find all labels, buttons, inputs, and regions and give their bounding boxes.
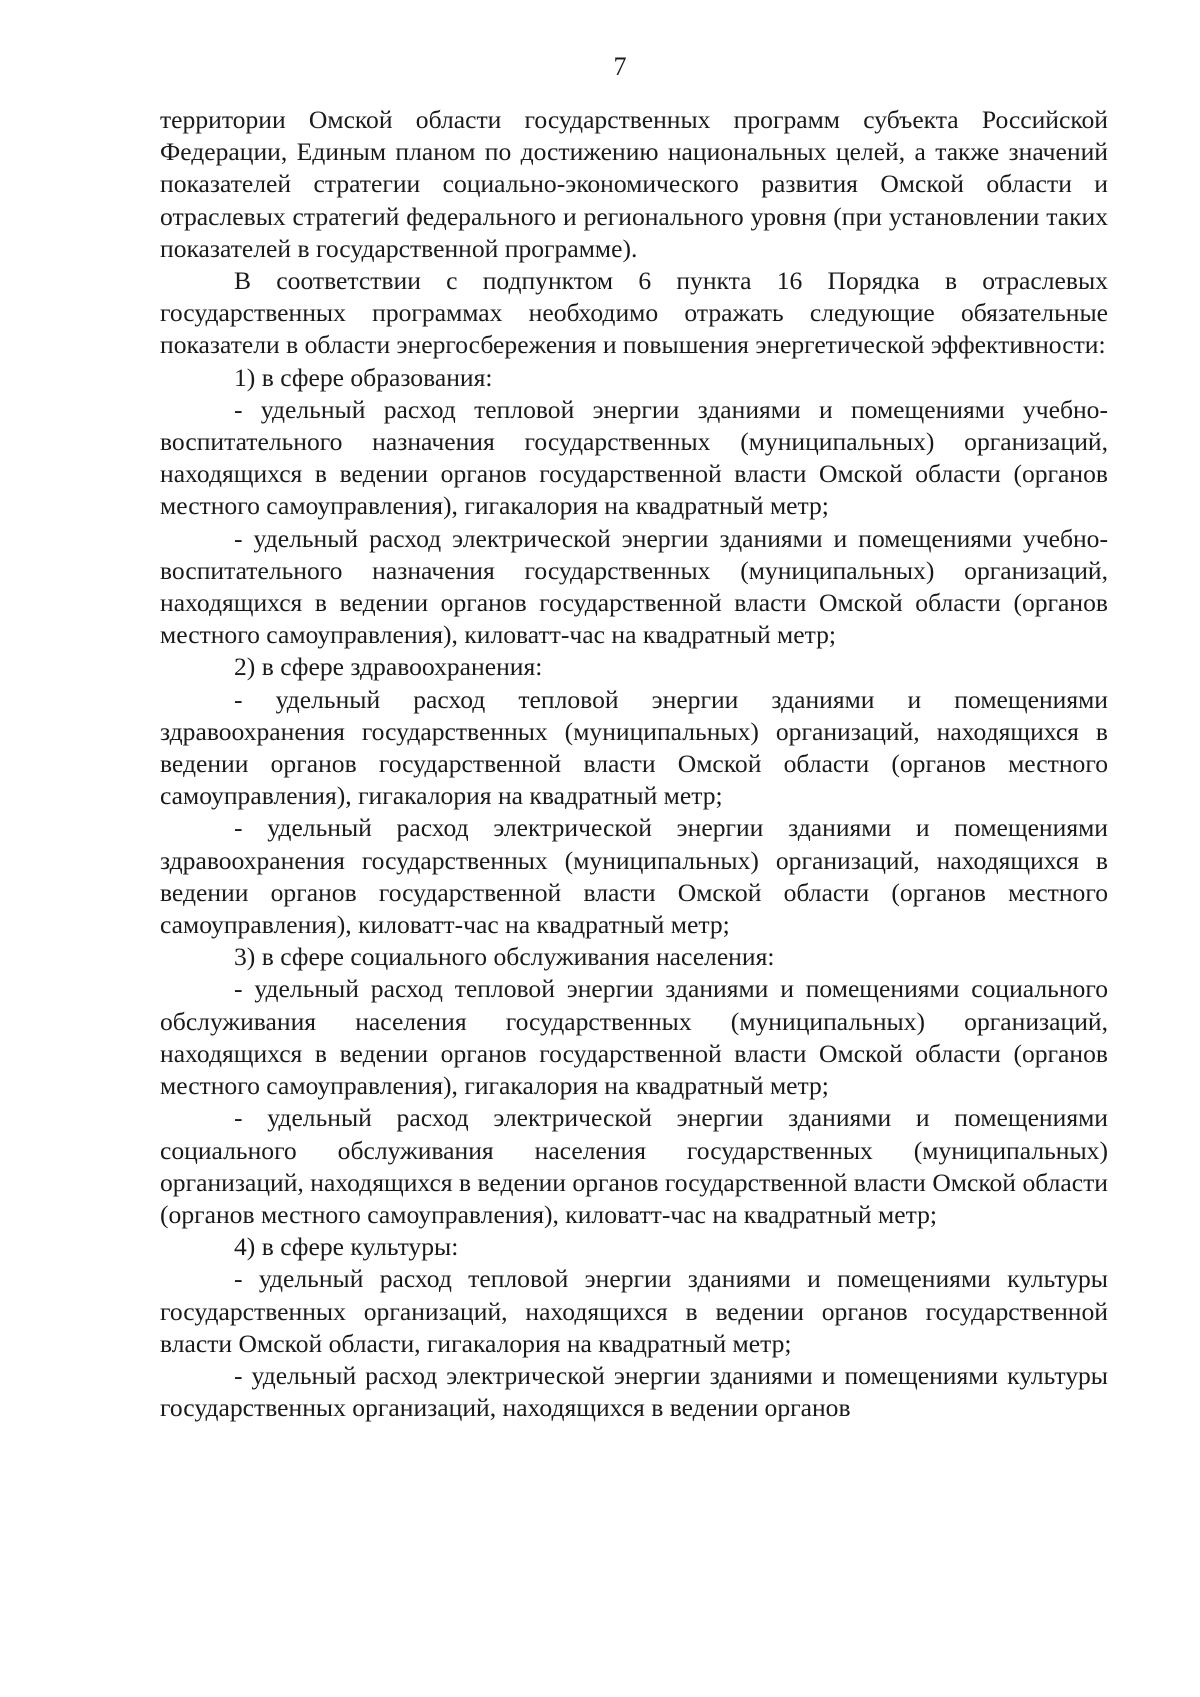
list-item-culture-electric: - удельный расход электрической энергии зданиями и помещениями культуры государственных организаций, находящихся в ведении органов (160, 1360, 1108, 1423)
list-item-education-heat: - удельный расход тепловой энергии зданиями и помещениями учебно-воспитательного назначения государственных (муниципальных) организаций, находящихся в ведении органов государственной власти Омской области (органов местного самоуправления), гигакалория на квадратный метр; (160, 394, 1108, 521)
section-heading-culture: 4) в сфере культуры: (234, 1232, 459, 1262)
list-item-healthcare-heat: - удельный расход тепловой энергии зданиями и помещениями здравоохранения государственных (муниципальных) организаций, находящихся в ведении органов государственной власти Омской области (органов местного самоуправления), гигакалория на квадратный метр; (160, 684, 1108, 811)
list-item-social-electric: - удельный расход электрической энергии зданиями и помещениями социального обслуживания населения государственных (муниципальных) организаций, находящихся в ведении органов государственной власти Омской области (органов местного самоуправления), киловатт-час на квадратный метр; (160, 1103, 1108, 1229)
list-item-education-electric: - удельный расход электрической энергии зданиями и помещениями учебно-воспитательного назначения государственных (муниципальных) организаций, находящихся в ведении органов государственной власти Омской области (органов местного самоуправления), киловатт-час на квадратный метр; (160, 523, 1108, 650)
page-number: 7 (613, 52, 627, 81)
paragraph-continuation: территории Омской области государственных программ субъекта Российской Федерации, Единым планом по достижению национальных целей, а также значений показателей стратегии социально-экономического развития Омской области и отраслевых стратегий федерального и регионального уровня (при установлении таких показателей в государственной программе). (160, 105, 1108, 263)
list-item-culture-heat: - удельный расход тепловой энергии зданиями и помещениями культуры государственных организаций, находящихся в ведении органов государственной власти Омской области, гигакалория на квадратный метр; (160, 1264, 1108, 1358)
list-item-healthcare-electric: - удельный расход электрической энергии зданиями и помещениями здравоохранения государственных (муниципальных) организаций, находящихся в ведении органов государственной власти Омской области (органов местного самоуправления), киловатт-час на квадратный метр; (160, 813, 1108, 940)
section-heading-social-services: 3) в сфере социального обслуживания населения: (234, 942, 775, 972)
list-item-social-heat: - удельный расход тепловой энергии зданиями и помещениями социального обслуживания населения государственных (муниципальных) организаций, находящихся в ведении органов государственной власти Омской области (органов местного самоуправления), гигакалория на квадратный метр; (160, 974, 1108, 1101)
section-heading-education: 1) в сфере образования: (234, 362, 493, 392)
paragraph-intro: В соответствии с подпунктом 6 пункта 16 Порядка в отраслевых государственных программах необходимо отражать следующие обязательные показатели в области энергосбережения и повышения энергетической эффективности: (160, 266, 1108, 360)
section-heading-healthcare: 2) в сфере здравоохранения: (234, 652, 543, 682)
document-body (160, 104, 1108, 1424)
